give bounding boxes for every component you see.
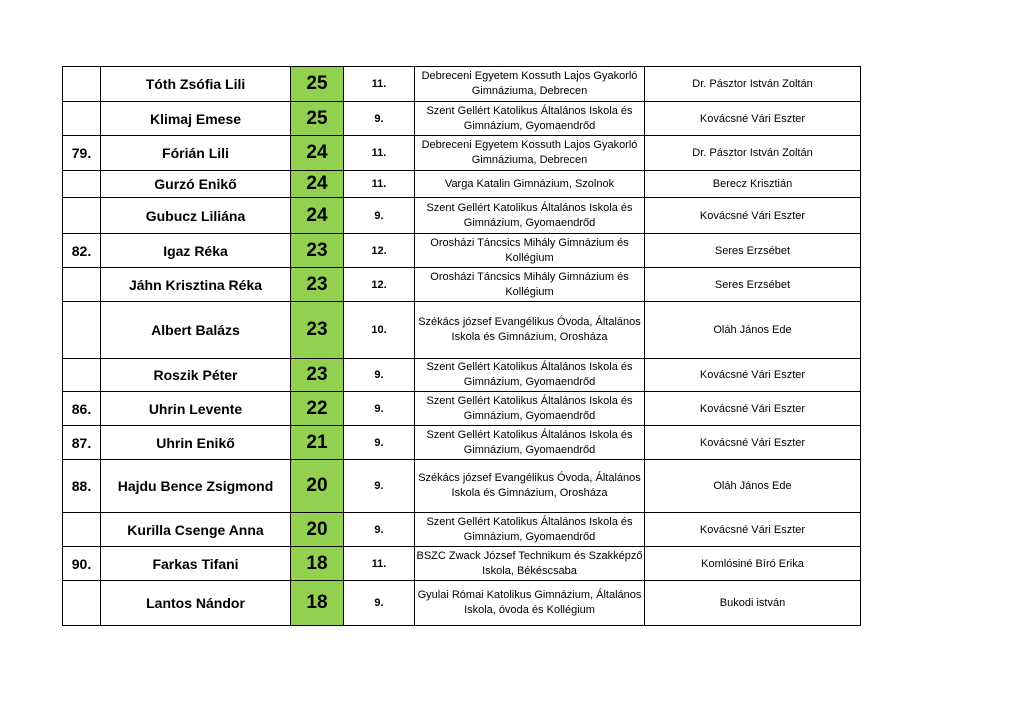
grade-cell: 9. — [344, 198, 415, 234]
table-row — [63, 198, 861, 234]
school-cell: BSZC Zwack József Technikum és Szakképző Iskola, Békéscsaba — [415, 547, 645, 581]
teacher-cell: Kovácsné Vári Eszter — [645, 513, 861, 547]
school-cell: Szent Gellért Katolikus Általános Iskola és Gimnázium, Gyomaendrőd — [415, 392, 645, 426]
rank-cell — [63, 268, 101, 302]
score-cell: 21 — [291, 426, 344, 460]
rank-cell — [63, 198, 101, 234]
school-cell: Székács józsef Evangélikus Óvoda, Általános Iskola és Gimnázium, Orosháza — [415, 460, 645, 513]
student-name-cell: Roszik Péter — [101, 359, 291, 392]
score-cell: 23 — [291, 268, 344, 302]
teacher-cell: Oláh János Ede — [645, 302, 861, 359]
results-table-body — [63, 67, 861, 626]
school-cell: Debreceni Egyetem Kossuth Lajos Gyakorló Gimnáziuma, Debrecen — [415, 136, 645, 171]
table-row — [63, 426, 861, 460]
grade-cell: 12. — [344, 234, 415, 268]
table-row — [63, 547, 861, 581]
rank-cell: 79. — [63, 136, 101, 171]
rank-cell — [63, 302, 101, 359]
table-row — [63, 513, 861, 547]
grade-cell: 12. — [344, 268, 415, 302]
rank-cell — [63, 359, 101, 392]
teacher-cell: Komlósiné Bíró Erika — [645, 547, 861, 581]
table-row — [63, 234, 861, 268]
school-cell: Szent Gellért Katolikus Általános Iskola és Gimnázium, Gyomaendrőd — [415, 102, 645, 136]
school-cell: Szent Gellért Katolikus Általános Iskola és Gimnázium, Gyomaendrőd — [415, 359, 645, 392]
student-name-cell: Uhrin Levente — [101, 392, 291, 426]
teacher-cell: Berecz Krisztián — [645, 171, 861, 198]
grade-cell: 11. — [344, 171, 415, 198]
teacher-cell: Kovácsné Vári Eszter — [645, 198, 861, 234]
table-row — [63, 460, 861, 513]
teacher-cell: Kovácsné Vári Eszter — [645, 102, 861, 136]
student-name-cell: Fórián Lili — [101, 136, 291, 171]
results-table — [62, 66, 861, 626]
score-cell: 20 — [291, 513, 344, 547]
score-cell: 24 — [291, 136, 344, 171]
score-cell: 18 — [291, 547, 344, 581]
table-row — [63, 581, 861, 626]
score-cell: 24 — [291, 198, 344, 234]
grade-cell: 9. — [344, 392, 415, 426]
table-row — [63, 359, 861, 392]
grade-cell: 11. — [344, 547, 415, 581]
grade-cell: 9. — [344, 359, 415, 392]
rank-cell — [63, 171, 101, 198]
school-cell: Orosházi Táncsics Mihály Gimnázium és Kollégium — [415, 234, 645, 268]
table-row — [63, 67, 861, 102]
score-cell: 23 — [291, 234, 344, 268]
student-name-cell: Igaz Réka — [101, 234, 291, 268]
grade-cell: 11. — [344, 67, 415, 102]
table-row — [63, 392, 861, 426]
grade-cell: 10. — [344, 302, 415, 359]
grade-cell: 11. — [344, 136, 415, 171]
teacher-cell: Dr. Pásztor István Zoltán — [645, 67, 861, 102]
school-cell: Varga Katalin Gimnázium, Szolnok — [415, 171, 645, 198]
score-cell: 23 — [291, 359, 344, 392]
grade-cell: 9. — [344, 513, 415, 547]
teacher-cell: Dr. Pásztor István Zoltán — [645, 136, 861, 171]
grade-cell: 9. — [344, 581, 415, 626]
score-cell: 25 — [291, 102, 344, 136]
table-row — [63, 136, 861, 171]
student-name-cell: Hajdu Bence Zsigmond — [101, 460, 291, 513]
student-name-cell: Uhrin Enikő — [101, 426, 291, 460]
school-cell: Debreceni Egyetem Kossuth Lajos Gyakorló Gimnáziuma, Debrecen — [415, 67, 645, 102]
teacher-cell: Oláh János Ede — [645, 460, 861, 513]
grade-cell: 9. — [344, 460, 415, 513]
table-row — [63, 302, 861, 359]
rank-cell: 86. — [63, 392, 101, 426]
grade-cell: 9. — [344, 102, 415, 136]
student-name-cell: Klimaj Emese — [101, 102, 291, 136]
student-name-cell: Farkas Tifani — [101, 547, 291, 581]
rank-cell — [63, 102, 101, 136]
teacher-cell: Kovácsné Vári Eszter — [645, 392, 861, 426]
student-name-cell: Tóth Zsófia Lili — [101, 67, 291, 102]
student-name-cell: Jáhn Krisztina Réka — [101, 268, 291, 302]
rank-cell: 82. — [63, 234, 101, 268]
student-name-cell: Albert Balázs — [101, 302, 291, 359]
rank-cell — [63, 67, 101, 102]
teacher-cell: Kovácsné Vári Eszter — [645, 426, 861, 460]
rank-cell: 90. — [63, 547, 101, 581]
school-cell: Gyulai Római Katolikus Gimnázium, Általános Iskola, óvoda és Kollégium — [415, 581, 645, 626]
student-name-cell: Gubucz Liliána — [101, 198, 291, 234]
table-row — [63, 171, 861, 198]
student-name-cell: Lantos Nándor — [101, 581, 291, 626]
score-cell: 25 — [291, 67, 344, 102]
student-name-cell: Gurzó Enikő — [101, 171, 291, 198]
teacher-cell: Seres Erzsébet — [645, 234, 861, 268]
school-cell: Orosházi Táncsics Mihály Gimnázium és Kollégium — [415, 268, 645, 302]
rank-cell — [63, 581, 101, 626]
student-name-cell: Kurilla Csenge Anna — [101, 513, 291, 547]
school-cell: Szent Gellért Katolikus Általános Iskola és Gimnázium, Gyomaendrőd — [415, 426, 645, 460]
score-cell: 20 — [291, 460, 344, 513]
rank-cell: 87. — [63, 426, 101, 460]
teacher-cell: Seres Erzsébet — [645, 268, 861, 302]
school-cell: Szent Gellért Katolikus Általános Iskola és Gimnázium, Gyomaendrőd — [415, 198, 645, 234]
score-cell: 22 — [291, 392, 344, 426]
rank-cell: 88. — [63, 460, 101, 513]
teacher-cell: Kovácsné Vári Eszter — [645, 359, 861, 392]
school-cell: Szent Gellért Katolikus Általános Iskola és Gimnázium, Gyomaendrőd — [415, 513, 645, 547]
score-cell: 23 — [291, 302, 344, 359]
score-cell: 24 — [291, 171, 344, 198]
table-row — [63, 102, 861, 136]
rank-cell — [63, 513, 101, 547]
table-row — [63, 268, 861, 302]
school-cell: Székács józsef Evangélikus Óvoda, Általános Iskola és Gimnázium, Orosháza — [415, 302, 645, 359]
teacher-cell: Bukodi istván — [645, 581, 861, 626]
score-cell: 18 — [291, 581, 344, 626]
grade-cell: 9. — [344, 426, 415, 460]
